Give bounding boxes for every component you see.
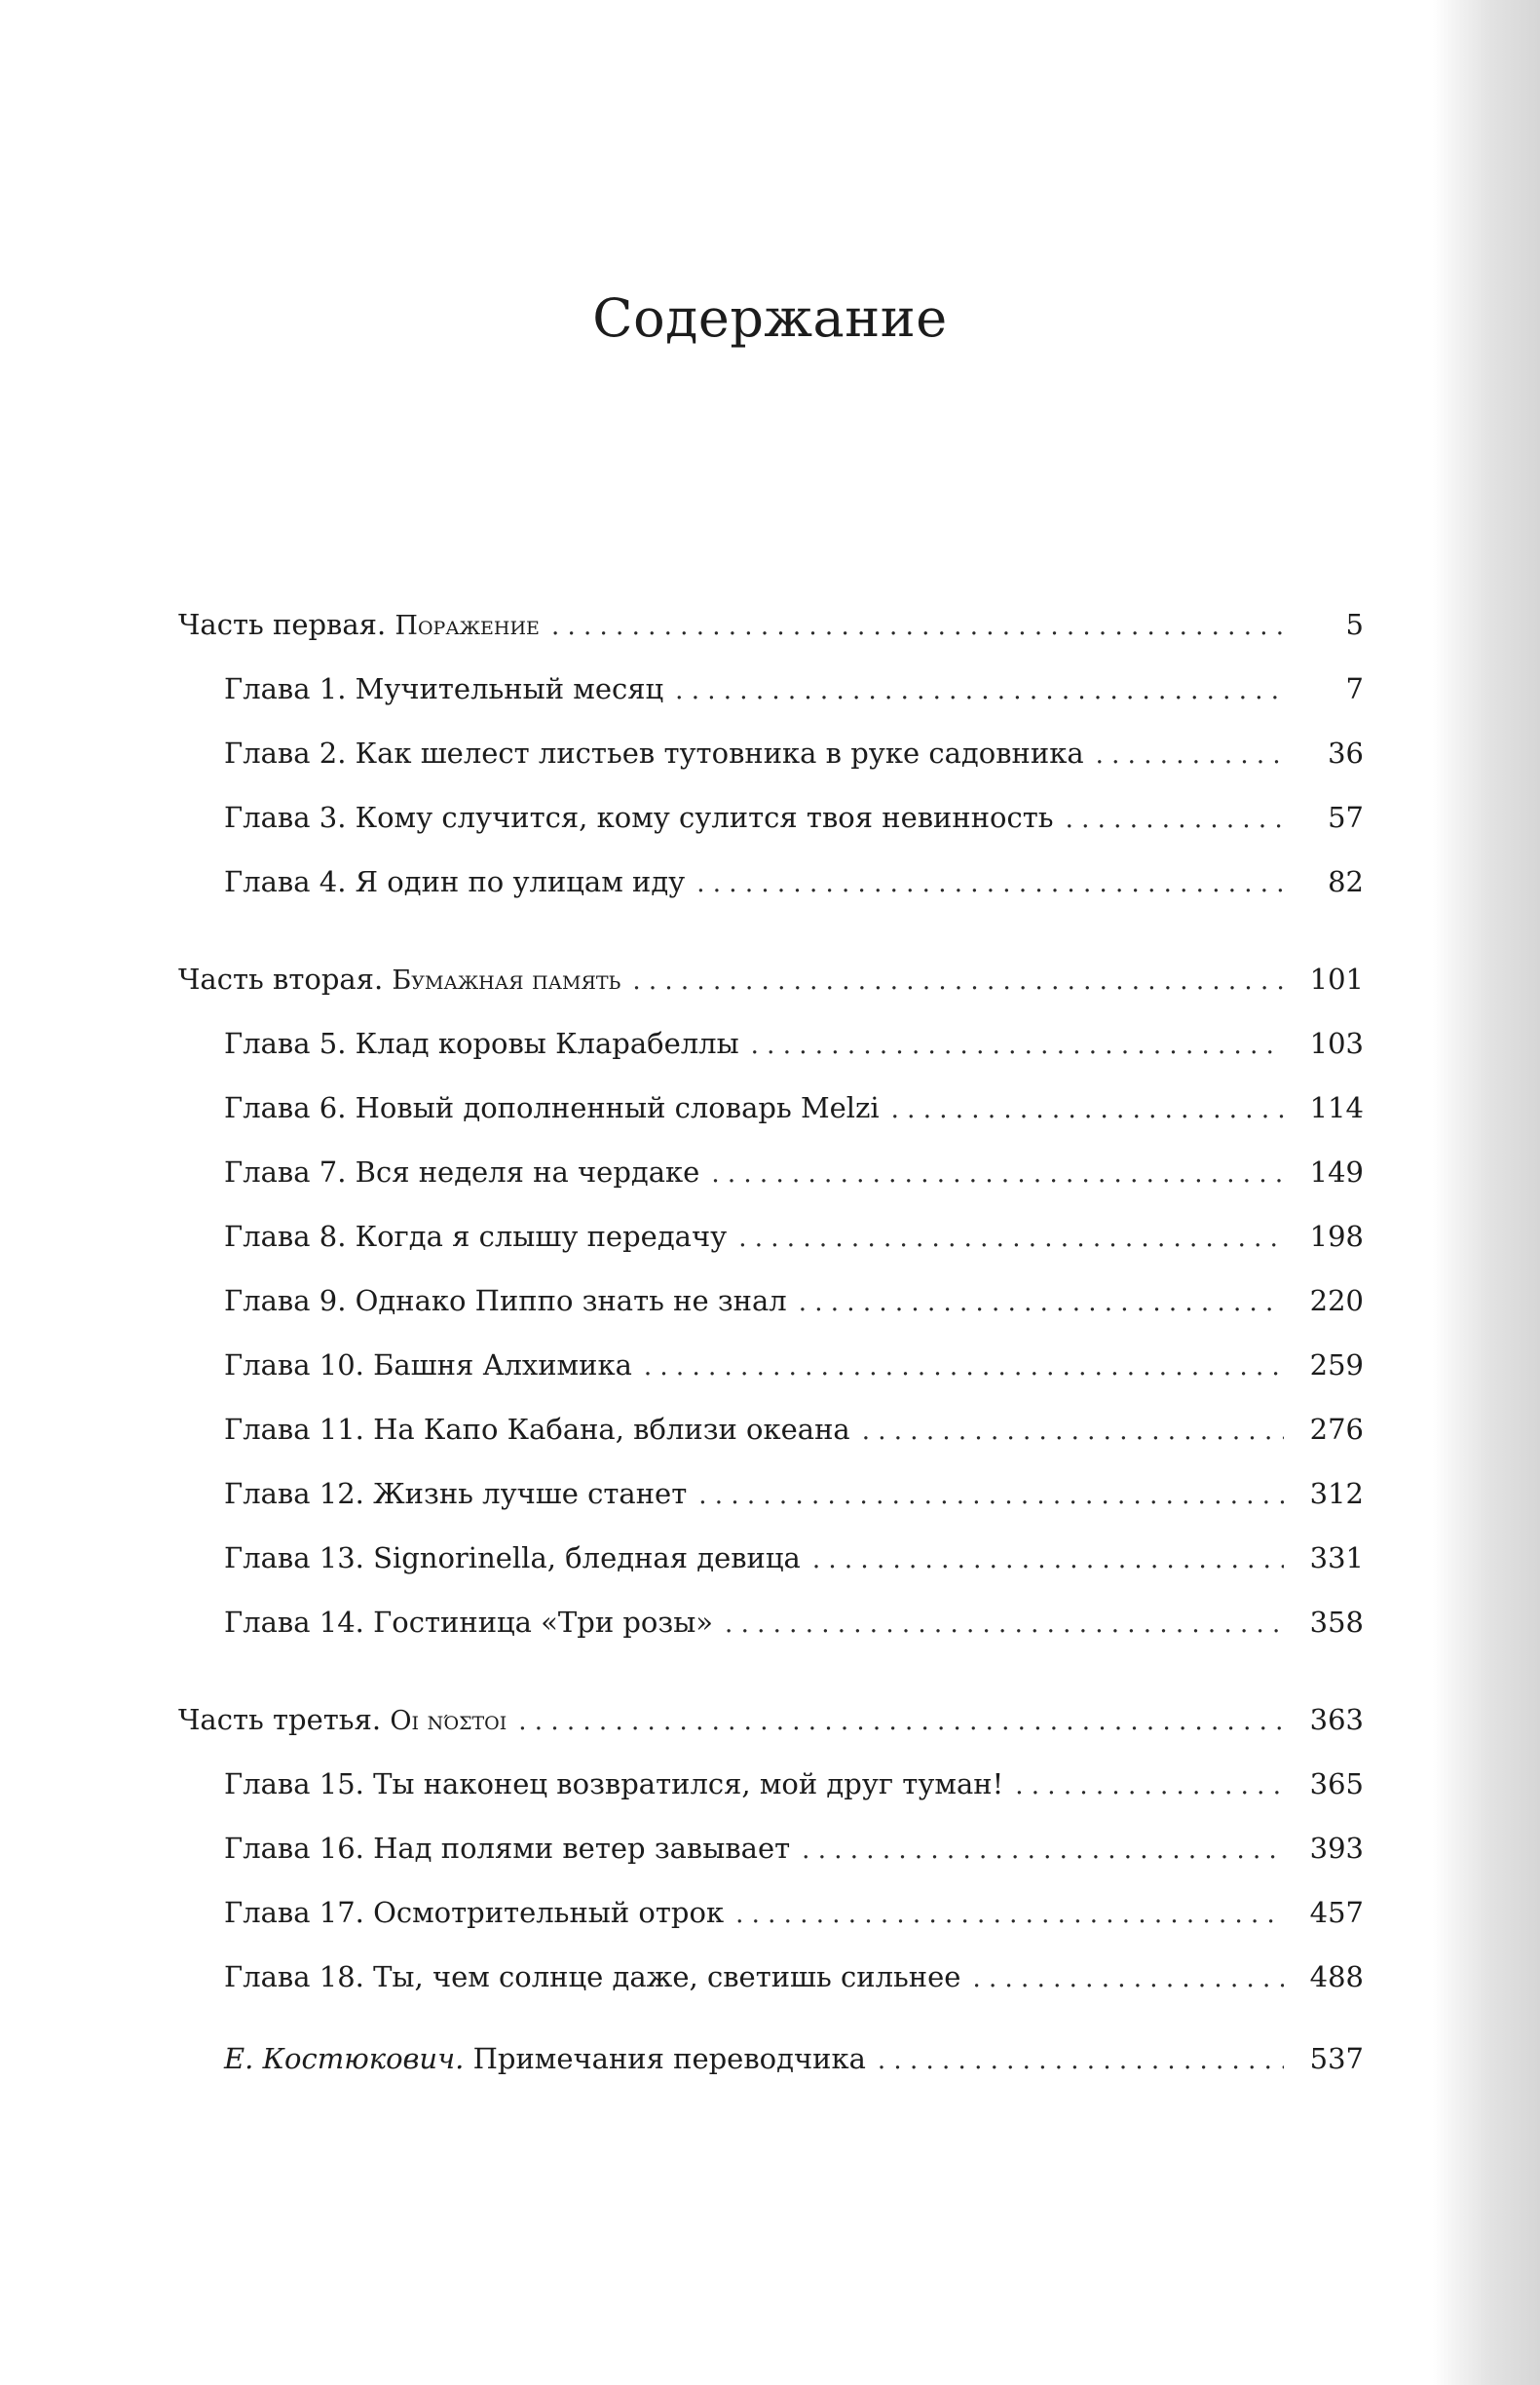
toc-chapter-row[interactable]: [178, 1140, 1364, 1204]
page-edge-shadow: [1433, 0, 1540, 2385]
toc-chapter-row[interactable]: [178, 850, 1364, 914]
toc-leader-dots: [518, 1689, 1284, 1754]
toc-leader-dots: [1096, 723, 1284, 787]
toc-entry-title: Глава 16. Над полями ветер завывает: [224, 1832, 791, 1865]
toc-page-number: 537: [1309, 2042, 1364, 2075]
toc-chapter-row[interactable]: [178, 1461, 1364, 1526]
toc-chapter-row[interactable]: [178, 1752, 1364, 1816]
toc-entry-title: Глава 14. Гостиница «Три розы»: [224, 1606, 714, 1639]
toc-page-number: 312: [1309, 1477, 1364, 1510]
toc-page-number: 5: [1345, 608, 1364, 641]
toc-entry-title: Глава 7. Вся неделя на чердаке: [224, 1155, 700, 1189]
toc-page-number: 36: [1328, 737, 1364, 770]
toc-page-number: 363: [1309, 1703, 1364, 1736]
toc-page-number: 488: [1309, 1960, 1364, 1993]
toc-page-number: 220: [1309, 1284, 1364, 1317]
toc-leader-dots: [738, 1206, 1284, 1270]
toc-part-row[interactable]: [178, 947, 1364, 1011]
toc-leader-dots: [735, 1882, 1284, 1947]
page-title: Содержание: [592, 287, 948, 349]
toc-leader-dots: [891, 1078, 1284, 1142]
toc-entry-title: Глава 17. Осмотрительный отрок: [224, 1896, 725, 1929]
toc-page-number: 276: [1309, 1413, 1364, 1446]
toc-chapter-row[interactable]: [178, 1590, 1364, 1654]
toc-page-number: 457: [1309, 1896, 1364, 1929]
toc-entry-title: Глава 2. Как шелест листьев тутовника в руке садовника: [224, 737, 1084, 770]
toc-chapter-row[interactable]: [178, 1268, 1364, 1333]
toc-chapter-row[interactable]: [178, 1076, 1364, 1140]
toc-leader-dots: [711, 1142, 1284, 1206]
toc-entry-title: Е. Костюкович. Примечания переводчика: [224, 2042, 866, 2075]
toc-entry-title: Глава 12. Жизнь лучше станет: [224, 1477, 688, 1510]
toc-leader-dots: [551, 594, 1284, 659]
toc-leader-dots: [878, 2028, 1284, 2093]
toc-entry-title: Глава 18. Ты, чем солнце даже, светишь сильнее: [224, 1960, 961, 1993]
toc-entry-title: Часть третья. Οι νόστοι: [178, 1703, 507, 1736]
toc-page-number: 7: [1345, 672, 1364, 705]
toc-chapter-row[interactable]: [178, 1880, 1364, 1945]
toc-page-number: 114: [1309, 1091, 1364, 1124]
toc-page-number: 101: [1309, 963, 1364, 996]
toc-leader-dots: [799, 1270, 1284, 1335]
toc-leader-dots: [972, 1947, 1284, 2011]
toc-leader-dots: [725, 1592, 1284, 1656]
toc-entry-title: Глава 9. Однако Пиппо знать не знал: [224, 1284, 787, 1317]
toc-chapter-row[interactable]: [178, 1397, 1364, 1461]
toc-entry-title: Глава 15. Ты наконец возвратился, мой друг туман!: [224, 1767, 1004, 1800]
toc-part-row[interactable]: [178, 1687, 1364, 1752]
toc-part-row[interactable]: [178, 592, 1364, 657]
toc-leader-dots: [632, 949, 1284, 1013]
toc-entry-title: Глава 1. Мучительный месяц: [224, 672, 664, 705]
toc-leader-dots: [862, 1399, 1284, 1463]
toc-leader-dots: [644, 1335, 1284, 1399]
toc-page-number: 259: [1309, 1348, 1364, 1382]
toc-leader-dots: [751, 1013, 1284, 1078]
toc-entry-title: Глава 11. На Капо Кабана, вблизи океана: [224, 1413, 850, 1446]
toc-chapter-row[interactable]: [178, 657, 1364, 721]
toc-author: Е. Костюкович.: [224, 2042, 465, 2075]
toc-page-number: 331: [1309, 1541, 1364, 1574]
toc-page-number: 358: [1309, 1606, 1364, 1639]
toc-entry-title: Глава 13. Signorinella, бледная девица: [224, 1541, 801, 1574]
toc-leader-dots: [802, 1818, 1284, 1882]
toc-entry-title: Глава 8. Когда я слышу передачу: [224, 1220, 728, 1253]
table-of-contents: [178, 592, 1364, 2091]
toc-leader-dots: [696, 852, 1284, 916]
toc-page-number: 198: [1309, 1220, 1364, 1253]
toc-entry-title: Глава 5. Клад коровы Кларабеллы: [224, 1027, 739, 1060]
toc-chapter-row[interactable]: [178, 785, 1364, 850]
toc-chapter-row[interactable]: [178, 1011, 1364, 1076]
toc-entry-title: Глава 3. Кому случится, кому сулится твоя невинность: [224, 801, 1054, 834]
toc-chapter-row[interactable]: [178, 1333, 1364, 1397]
toc-leader-dots: [1066, 787, 1284, 852]
toc-entry-title: Часть вторая. Бумажная память: [178, 963, 621, 996]
toc-page-number: 103: [1309, 1027, 1364, 1060]
toc-page-number: 393: [1309, 1832, 1364, 1865]
toc-page-number: 57: [1328, 801, 1364, 834]
toc-chapter-row[interactable]: [178, 721, 1364, 785]
toc-chapter-row[interactable]: [178, 1816, 1364, 1880]
toc-chapter-row[interactable]: [178, 1526, 1364, 1590]
toc-chapter-row[interactable]: [178, 1945, 1364, 2009]
toc-page-number: 82: [1328, 865, 1364, 898]
toc-afterword-row[interactable]: [178, 2026, 1364, 2091]
toc-entry-title: Часть первая. Поражение: [178, 608, 540, 641]
toc-leader-dots: [812, 1528, 1284, 1592]
toc-leader-dots: [1015, 1754, 1284, 1818]
toc-page-number: 149: [1309, 1155, 1364, 1189]
toc-entry-title: Глава 10. Башня Алхимика: [224, 1348, 632, 1382]
toc-chapter-row[interactable]: [178, 1204, 1364, 1268]
toc-leader-dots: [675, 659, 1284, 723]
toc-entry-title: Глава 6. Новый дополненный словарь Melzi: [224, 1091, 880, 1124]
toc-page-number: 365: [1309, 1767, 1364, 1800]
toc-entry-title: Глава 4. Я один по улицам иду: [224, 865, 686, 898]
toc-leader-dots: [698, 1463, 1284, 1528]
